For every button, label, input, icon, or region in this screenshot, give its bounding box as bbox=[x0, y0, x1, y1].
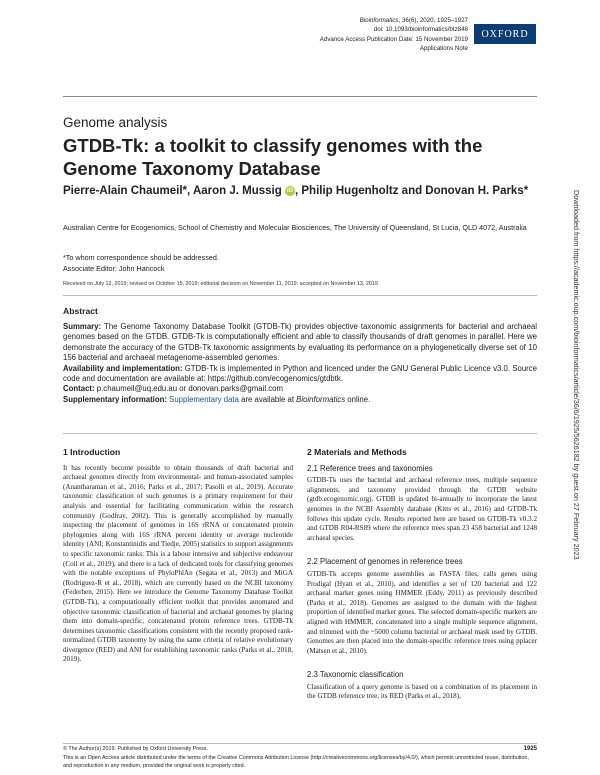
availability-text: GTDB-Tk is implemented in Python and licenced under the GNU General Public Licence v3.0. Source code and documentation are available at: https://github.com/ecogenomics/gtdbtk. bbox=[63, 363, 537, 384]
introduction-text: It has recently become possible to obtain thousands of draft bacterial and archaeal genomes directly from environmental- and human-associated samples (Anantharaman et al., 2016; Parks et al., 2017; Pasolli et al., 2019). Accurate taxonomic classification of such genomes is a primary requirement for their analysis and essential for facilitating communication within the research community (Godfray, 2002). This is generally accomplished by manually inspecting the placement of genomes in 16S rRNA or concatenated protein phylogenies along with 16S rRNA percent identity or average nucleotide identity (ANI; Konstantinidis and Tiedje, 2005) statistics to support assignments to specific taxonomic ranks. This is a labour intensive and subjective endeavour (Coil et al., 2019), and there is a lack of dedicated tools for classifying genomes with the notable exceptions of PhyloPhlAn (Segata et al., 2013) and MiGA (Rodriguez-R et al., 2018), which are currently based on the NCBI taxonomy (Federhen, 2015). Here we introduce the Genome Taxonomy Database Toolkit (GTDB-Tk), a computationally efficient toolkit that provides automated and objective taxonomic classification of bacterial and archaeal genomes by placing them into domain-specific, concatenated protein reference trees. GTDB-Tk determines taxonomic classifications consistent with the recently proposed rank-normalized GTDB taxonomy by using the same criteria of relative evolutionary divergence (RED) and ANI for establishing taxonomic ranks (Parks et al., 2018, 2019). bbox=[63, 463, 293, 664]
header-divider bbox=[63, 96, 537, 97]
availability-label: Availability and implementation: bbox=[63, 363, 183, 373]
page-number: 1925 bbox=[523, 746, 537, 752]
abstract-divider-top bbox=[63, 295, 537, 296]
abstract-body bbox=[63, 322, 537, 405]
supplementary-label: Supplementary information: bbox=[63, 394, 167, 404]
summary-text: The Genome Taxonomy Database Toolkit (GTDB-Tk) provides objective taxonomic assignments for bacterial and archaeal genomes based on the GTDB. GTDB-Tk is computationally efficient and able to classify thousands of draft genomes in parallel. Here we demonstrate the accuracy of the GTDB-Tk taxonomic assignments by evaluating its performance on a phylogenetically diverse set of 10 156 bacterial and archaeal metagenome-assembled genomes. bbox=[63, 322, 537, 363]
abstract-divider-bottom bbox=[63, 433, 537, 434]
abstract-availability bbox=[63, 364, 537, 385]
supp-text-b: online. bbox=[345, 394, 371, 404]
authors-part-1: Pierre-Alain Chaumeil*, Aaron J. Mussig bbox=[63, 185, 282, 197]
footer-copyright: © The Author(s) 2019. Published by Oxford University Press. bbox=[63, 746, 208, 752]
classification-text: Classification of a query genome is based on a combination of its placement in the GTDB reference tree, its RED (Parks et al., 2018), bbox=[307, 682, 537, 701]
affiliation: Australian Centre for Ecogenomics, School of Chemistry and Molecular Biosciences, The University of Queensland, St Lucia, QLD 4072, Australia bbox=[63, 223, 527, 232]
journal-citation bbox=[320, 16, 468, 25]
advance-access-date: Advance Access Publication Date: 15 November 2019 bbox=[319, 35, 468, 43]
oxford-logo[interactable]: OXFORD bbox=[474, 24, 536, 44]
reference-trees-text: GTDB-Tk uses the bacterial and archaeal reference trees, multiple sequence alignments, and taxonomy provided through the GTDB website (gtdb.ecogenomic.org). GTDB is updated bi-annually to incorporate the latest genomes in the NCBI Assembly database (Kitts et al., 2016) and GTDB-Tk follows this update cycle. Results reported here are based on GTDB-Tk v0.3.2 and GTDB R04-RS89 where the reference trees span 23 458 bacterial and 1248 archaeal species. bbox=[307, 476, 537, 542]
footer-license: This is an Open Access article distributed under the terms of the Creative Commons Attribution License (http://creativecommons.org/licenses/by/4.0/), which permits unrestricted reuse, distribution, and reproduction in any medium, provided the original work is properly cited. bbox=[63, 755, 529, 769]
orcid-icon[interactable]: iD bbox=[286, 187, 293, 194]
article-title: GTDB-Tk: a toolkit to classify genomes with the Genome Taxonomy Database bbox=[63, 135, 483, 179]
download-notice-text: Downloaded from https://academic.oup.com/bioinformatics/article/36/6/1925/5626182 by guest on 27 February 2023 bbox=[572, 190, 581, 560]
correspondence-block bbox=[63, 252, 533, 274]
supp-journal: Bioinformatics bbox=[296, 394, 346, 404]
summary-label: Summary: bbox=[63, 322, 102, 331]
correspondence-note: *To whom correspondence should be addressed. bbox=[63, 253, 219, 262]
doi[interactable]: doi: 10.1093/bioinformatics/btz848 bbox=[373, 26, 468, 34]
associate-editor: Associate Editor: John Hancock bbox=[63, 264, 165, 273]
abstract-heading: Abstract bbox=[63, 306, 98, 316]
abstract-summary bbox=[63, 322, 537, 364]
article-type: Applications Note bbox=[419, 45, 468, 53]
column-right bbox=[307, 448, 537, 702]
authors-part-2: , Philip Hugenholtz and Donovan H. Parks* bbox=[294, 185, 529, 197]
supp-text-a: are available at bbox=[238, 394, 297, 404]
subsection-heading-reference-trees: 2.1 Reference trees and taxonomies bbox=[307, 463, 433, 473]
subsection-heading-placement: 2.2 Placement of genomes in reference trees bbox=[307, 557, 463, 567]
section-heading-methods: 2 Materials and Methods bbox=[307, 447, 407, 457]
author-list bbox=[63, 183, 533, 200]
contact-text[interactable]: p.chaumeil@uq.edu.au or donovan.parks@gmail.com bbox=[94, 384, 283, 394]
download-notice bbox=[571, 190, 583, 590]
abstract-supplementary bbox=[63, 395, 537, 405]
placement-text: GTDB-Tk accepts genome assemblies as FASTA files, calls genes using Prodigal (Hyatt et al., 2010), and identifies a set of 120 bacterial and 122 archaeal marker genes using HMMER (Eddy, 2011) as previously described (Parks et al., 2018). Genomes are assigned to the domain with the highest proportion of identified marker genes. The selected domain-specific markers are aligned with HMMER, concatenated into a single multiple sequence alignment, and trimmed with the ~5000 column bacterial or archaeal mask used by GTDB. Genomes are then placed into the domain-specific reference trees using pplacer (Matsen et al., 2010). bbox=[307, 569, 537, 655]
journal-name: Bioinformatics bbox=[359, 17, 399, 24]
received-dates: Received on July 12, 2019; revised on October 15, 2019; editorial decision on November 11, 2019; accepted on November 13, 2019 bbox=[63, 281, 378, 287]
article-category: Genome analysis bbox=[63, 115, 168, 130]
footer-divider bbox=[63, 743, 537, 744]
section-heading-introduction: 1 Introduction bbox=[63, 447, 121, 457]
column-left bbox=[63, 448, 293, 665]
subsection-heading-classification: 2.3 Taxonomic classification bbox=[307, 670, 404, 680]
journal-volume: , 36(6), 2020, 1925–1927 bbox=[398, 17, 468, 24]
contact-label: Contact: bbox=[63, 384, 95, 394]
abstract-contact bbox=[63, 384, 537, 394]
journal-header bbox=[320, 16, 468, 54]
supplementary-data-link[interactable]: Supplementary data bbox=[169, 394, 239, 404]
